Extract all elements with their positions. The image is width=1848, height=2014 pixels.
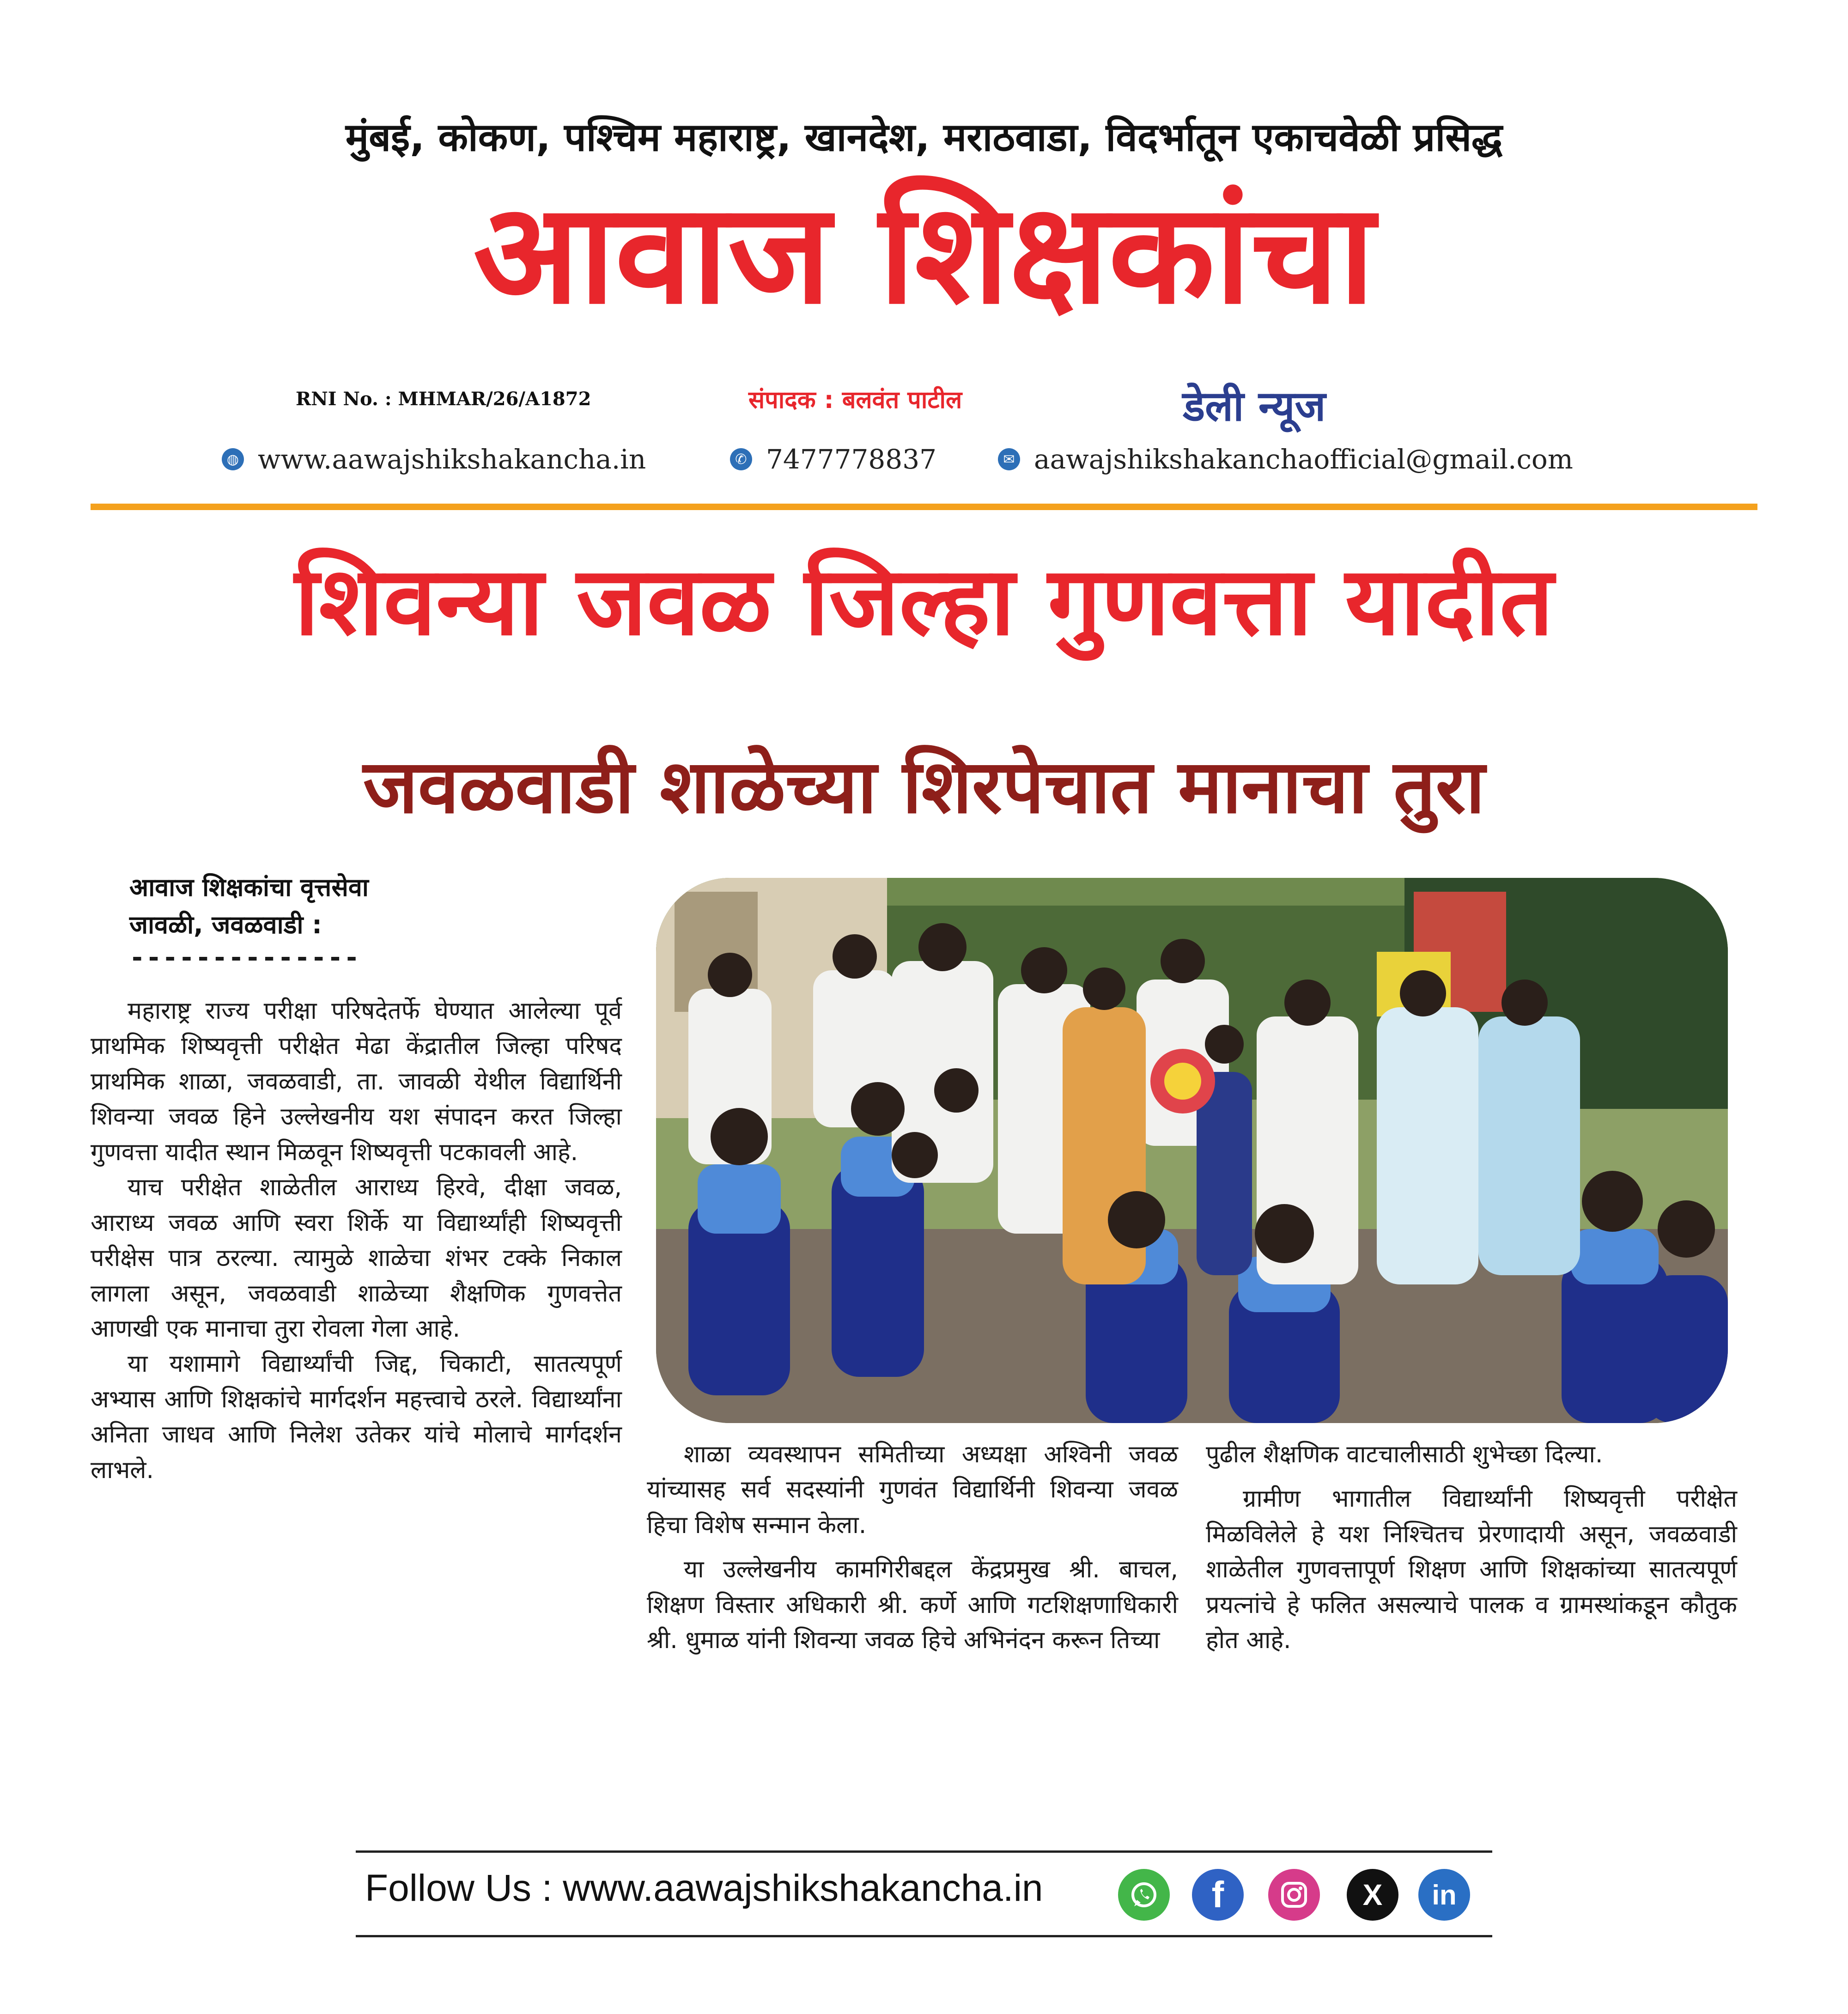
linkedin-icon[interactable]: in [1418,1869,1470,1921]
phone-icon: ✆ [730,448,752,470]
tagline: मुंबई, कोकण, पश्चिम महाराष्ट्र, खानदेश, मराठवाडा, विदर्भातून एकाचवेळी प्रसिद्ध [345,115,1503,160]
paragraph: शाळा व्यवस्थापन समितीच्या अध्यक्षा अश्विनी जवळ यांच्यासह सर्व सदस्यांनी गुणवंत विद्यार्थिनी शिवन्या जवळ हिचा विशेष सन्मान केला. [647,1441,1178,1539]
whatsapp-icon[interactable] [1118,1869,1170,1921]
editor-credit: संपादक : बलवंत पाटील [748,386,962,414]
website-contact[interactable] [222,444,646,475]
paragraph: ग्रामीण भागातील विद्यार्थ्यांनी शिष्यवृत्ती परीक्षेत मिळविलेले हे यश निश्चितच प्रेरणादायी असून, जवळवाडी शाळेतील गुणवत्तापूर्ण शिक्षण आणि शिक्षकांच्या सातत्यपूर्ण प्रयत्नांचे हे फलित असल्याचे पालक व ग्रामस्थांकडून कौतुक होत आहे. [1206,1485,1737,1655]
website-link[interactable]: www.aawajshikshakancha.in [258,444,646,475]
facebook-icon[interactable]: f [1192,1869,1244,1921]
email-link[interactable]: aawajshikshakanchaofficial@gmail.com [1034,444,1573,475]
article-column-1 [91,993,622,1488]
rni-number: RNI No. : MHMAR/26/A1872 [296,388,591,410]
header-divider [91,504,1757,510]
paragraph: महाराष्ट्र राज्य परीक्षा परिषदेतर्फे घेण्यात आलेल्या पूर्व प्राथमिक शिष्यवृत्ती परीक्षेत मेढा केंद्रातील जिल्हा परिषद प्राथमिक शाळा, जवळवाडी, ता. जावळी येथील विद्यार्थिनी शिवन्या जवळ हिने उल्लेखनीय यश संपादन करत जिल्हा गुणवत्ता यादीत स्थान मिळवून शिष्यवृत्ती पटकावली आहे. [91,997,622,1166]
phone-contact[interactable] [730,444,936,475]
article-column-3 [1206,1437,1737,1658]
article-column-2 [647,1437,1178,1658]
article-photo [656,878,1728,1423]
mail-icon: ✉ [998,448,1020,470]
footer-bottom-rule [356,1935,1492,1937]
instagram-icon[interactable] [1268,1869,1320,1921]
daily-news-label: डेली न्यूज [1183,382,1326,431]
article-subheadline: जवळवाडी शाळेच्या शिरपेचात मानाचा तुरा [363,743,1485,830]
follow-us-link[interactable]: Follow Us : www.aawajshikshakancha.in [365,1867,1043,1909]
footer-top-rule [356,1850,1492,1853]
paragraph: याच परीक्षेत शाळेतील आराध्य हिरवे, दीक्षा जवळ, आराध्य जवळ आणि स्वरा शिर्के या विद्यार्थ्यांही शिष्यवृत्ती परीक्षेस पात्र ठरल्या. त्यामुळे शाळेचा शंभर टक्के निकाल लागला असून, जवळवाडी शाळेच्या शैक्षणिक गुणवत्तेत आणखी एक मानाचा तुरा रोवला गेला आहे. [91,1174,622,1343]
phone-number[interactable]: 7477778837 [766,444,937,475]
x-icon[interactable]: X [1347,1869,1398,1921]
paragraph: या यशामागे विद्यार्थ्यांची जिद्द, चिकाटी, सातत्यपूर्ण अभ्यास आणि शिक्षकांचे मार्गदर्शन महत्त्वाचे ठरले. विद्यार्थ्यांना अनिता जाधव आणि निलेश उतेकर यांचे मोलाचे मार्गदर्शन लाभले. [91,1350,622,1484]
masthead-title: आवाज शिक्षकांचा [473,173,1375,335]
byline [129,869,369,943]
byline-service: आवाज शिक्षकांचा वृत्तसेवा [129,873,369,902]
email-contact[interactable] [998,444,1573,475]
globe-icon: ◍ [222,448,244,470]
paragraph: या उल्लेखनीय कामगिरीबद्दल केंद्रप्रमुख श्री. बाचल, शिक्षण विस्तार अधिकारी श्री. कर्णे आणि गटशिक्षणाधिकारी श्री. धुमाळ यांनी शिवन्या जवळ हिचे अभिनंदन करून तिच्या [647,1556,1178,1655]
paragraph: पुढील शैक्षणिक वाटचालीसाठी शुभेच्छा दिल्या. [1206,1441,1603,1468]
article-headline: शिवन्या जवळ जिल्हा गुणवत्ता यादीत [294,547,1554,657]
byline-separator: -------------- [129,943,361,973]
byline-location: जावळी, जवळवाडी : [129,910,322,939]
